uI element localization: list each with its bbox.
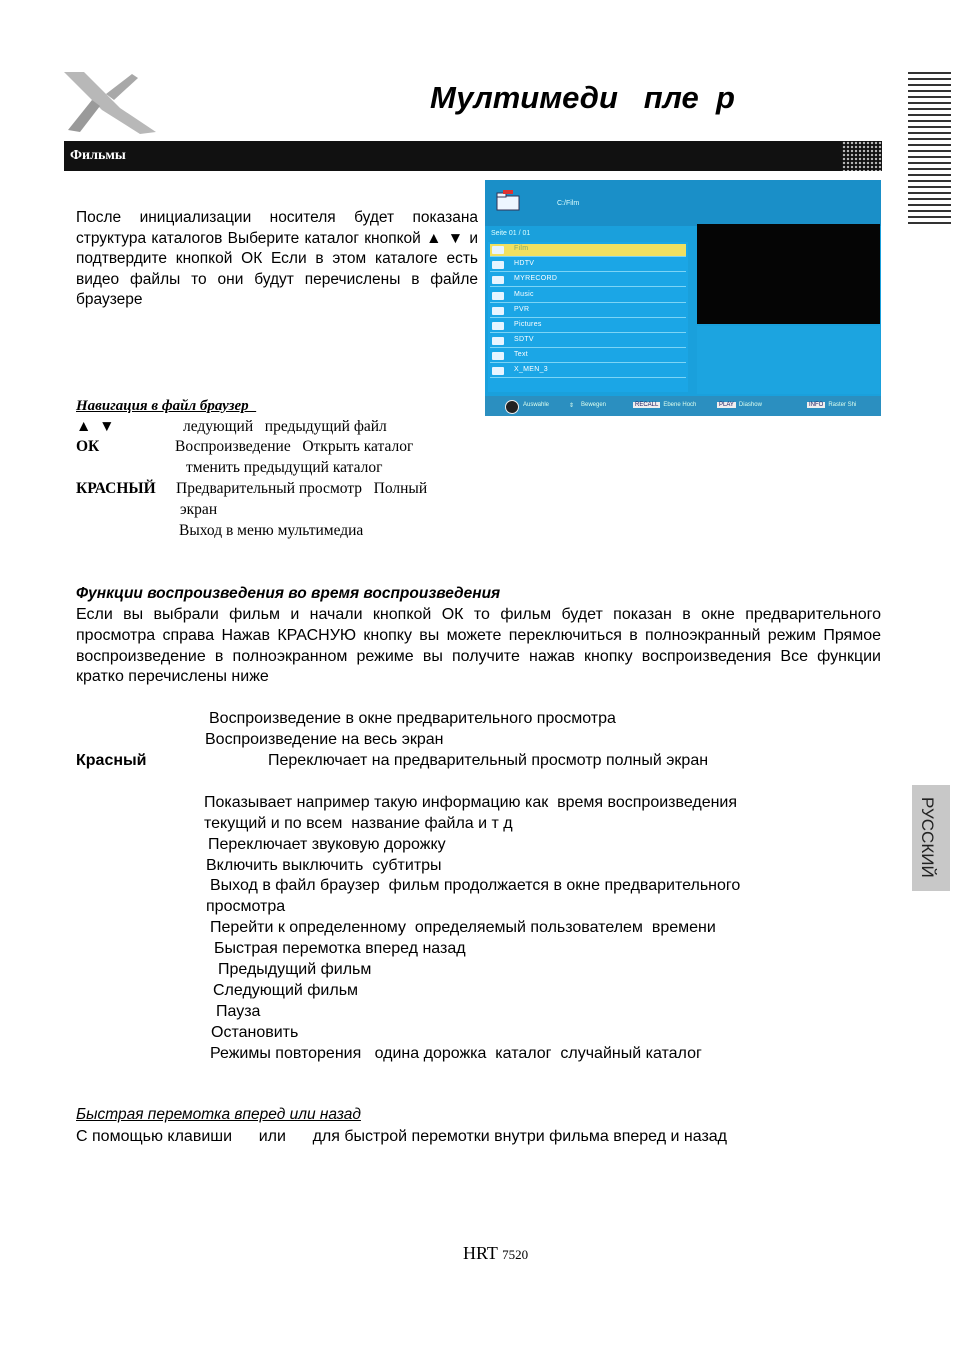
function-line: Быстрая перемотка вперед назад (214, 940, 466, 957)
screenshot-path: C:/Film (557, 200, 580, 207)
folder-icon (492, 276, 504, 284)
folder-icon (492, 307, 504, 315)
function-line: Переключает на предварительный просмотр полный экран (268, 752, 709, 769)
folder-row[interactable] (490, 365, 686, 378)
file-browser-screenshot (485, 180, 881, 416)
folder-name: SDTV (514, 336, 534, 343)
nav-desc: Выход в меню мультимедиа (179, 522, 364, 539)
section-bar-pattern (842, 141, 882, 171)
folder-icon (492, 337, 504, 345)
folder-icon (492, 352, 504, 360)
folder-name: Music (514, 291, 534, 298)
function-line: Режимы повторения одина дорожка каталог случайный каталог (210, 1045, 702, 1062)
language-tab (912, 785, 950, 891)
folder-row[interactable] (490, 305, 686, 318)
folder-row[interactable] (490, 259, 686, 272)
folder-name: Film (514, 245, 529, 252)
nav-key: КРАСНЫЙ (76, 480, 156, 497)
move-hint: Bewegen (581, 402, 607, 408)
function-line: просмотра (206, 898, 286, 915)
functions-paragraph: Если вы выбрали фильм и начали кнопкой ОК то фильм будет показан в окне предварительного просмотра справа Нажав КРАСНУЮ кнопку вы можете переключиться в полноэкранный режим Прямое воспроизведение в полноэкранном режиме вы получите нажав кнопку воспроизведения Все функции кратко перечислены ниже (76, 606, 881, 686)
function-key: Красный (76, 752, 147, 769)
section-title: Фильмы (70, 148, 126, 163)
folder-icon (492, 292, 504, 300)
screenshot-folder-list (488, 242, 688, 392)
folder-icon (492, 322, 504, 330)
folder-row[interactable] (490, 320, 686, 333)
function-line: Остановить (211, 1024, 299, 1041)
folder-name: MYRECORD (514, 275, 558, 282)
functions-heading: Функции воспроизведения во время воспроизведения (76, 585, 501, 602)
function-line: Пауза (216, 1003, 261, 1020)
function-line: Предыдущий фильм (218, 961, 372, 978)
updown-icon: ⇕ (569, 403, 575, 409)
fast-forward-heading: Быстрая перемотка вперед или назад (76, 1106, 361, 1123)
play-hint: Diashow (738, 402, 762, 408)
page-title: Мултимеди пле р (430, 80, 735, 115)
folder-row[interactable] (490, 350, 686, 363)
nav-desc: тменить предыдущий каталог (186, 459, 383, 476)
fast-forward-text: С помощью клавиши или для быстрой перемотки внутри фильма вперед и назад (76, 1128, 728, 1145)
function-line: Воспроизведение на весь экран (205, 731, 444, 748)
folder-name: HDTV (514, 260, 535, 267)
folder-icon (492, 261, 504, 269)
folder-icon (492, 367, 504, 375)
function-line: Воспроизведение в окне предварительного просмотра (209, 710, 616, 727)
intro-paragraph: После инициализации носителя будет показана структура каталогов Выберите каталог кнопкой ▲ ▼ и подтвердите кнопкой ОК Если в этом каталоге есть видео файлы то они будут перечислены в файле браузере (76, 209, 478, 309)
function-line: Выход в файл браузер фильм продолжается в окне предварительного (210, 877, 741, 894)
brand-logo (62, 70, 162, 136)
function-line: Перейти к определенному определяемый пользователем времени (210, 919, 716, 936)
screenshot-page-info: Seite 01 / 01 (491, 230, 531, 237)
nav-desc: ледующий предыдущий файл (183, 418, 387, 435)
screenshot-top-bar (485, 180, 881, 226)
red-hint: Raster Shi (828, 402, 857, 408)
play-key: PLAY (719, 402, 734, 408)
footer-model (463, 1243, 528, 1264)
decorative-stripes (908, 72, 951, 224)
folder-name: Pictures (514, 321, 542, 328)
ok-hint: Auswahle (523, 402, 550, 408)
nav-desc: Воспроизведение Открыть каталог (175, 438, 414, 455)
function-line: текущий и по всем название файла и т д (204, 815, 513, 832)
ok-button-icon (505, 400, 519, 414)
folder-row[interactable] (490, 335, 686, 348)
function-line: Показывает например такую информацию как время воспроизведения (204, 794, 738, 811)
nav-desc: экран (180, 501, 218, 518)
function-line: Следующий фильм (213, 982, 359, 999)
red-key: INFO (809, 402, 824, 408)
folder-row[interactable] (490, 274, 686, 287)
folder-row[interactable] (490, 244, 686, 257)
function-line: Включить выключить субтитры (206, 857, 442, 874)
folder-icon (495, 190, 521, 212)
screenshot-info-panel (697, 326, 880, 394)
screenshot-bottom-bar (485, 396, 881, 416)
nav-key: ОК (76, 438, 100, 455)
footer-brand: HRT (463, 1243, 498, 1263)
function-line: Переключает звуковую дорожку (208, 836, 446, 853)
nav-desc: Предварительный просмотр Полный (176, 480, 428, 497)
nav-key: ▲ ▼ (76, 418, 115, 435)
recall-key: RECALL (635, 402, 659, 408)
screenshot-preview-window (697, 224, 880, 324)
folder-name: Text (514, 351, 529, 358)
recall-hint: Ebene Hoch (663, 402, 697, 408)
folder-row[interactable] (490, 290, 686, 303)
folder-icon (492, 246, 504, 254)
footer-model-number: 7520 (502, 1247, 529, 1262)
folder-name: PVR (514, 306, 530, 313)
language-label: РУССКИЙ (918, 797, 937, 878)
folder-name: X_MEN_3 (514, 366, 549, 373)
navigation-heading: Навигация в файл браузер (76, 398, 257, 414)
section-header-bar (64, 141, 882, 171)
